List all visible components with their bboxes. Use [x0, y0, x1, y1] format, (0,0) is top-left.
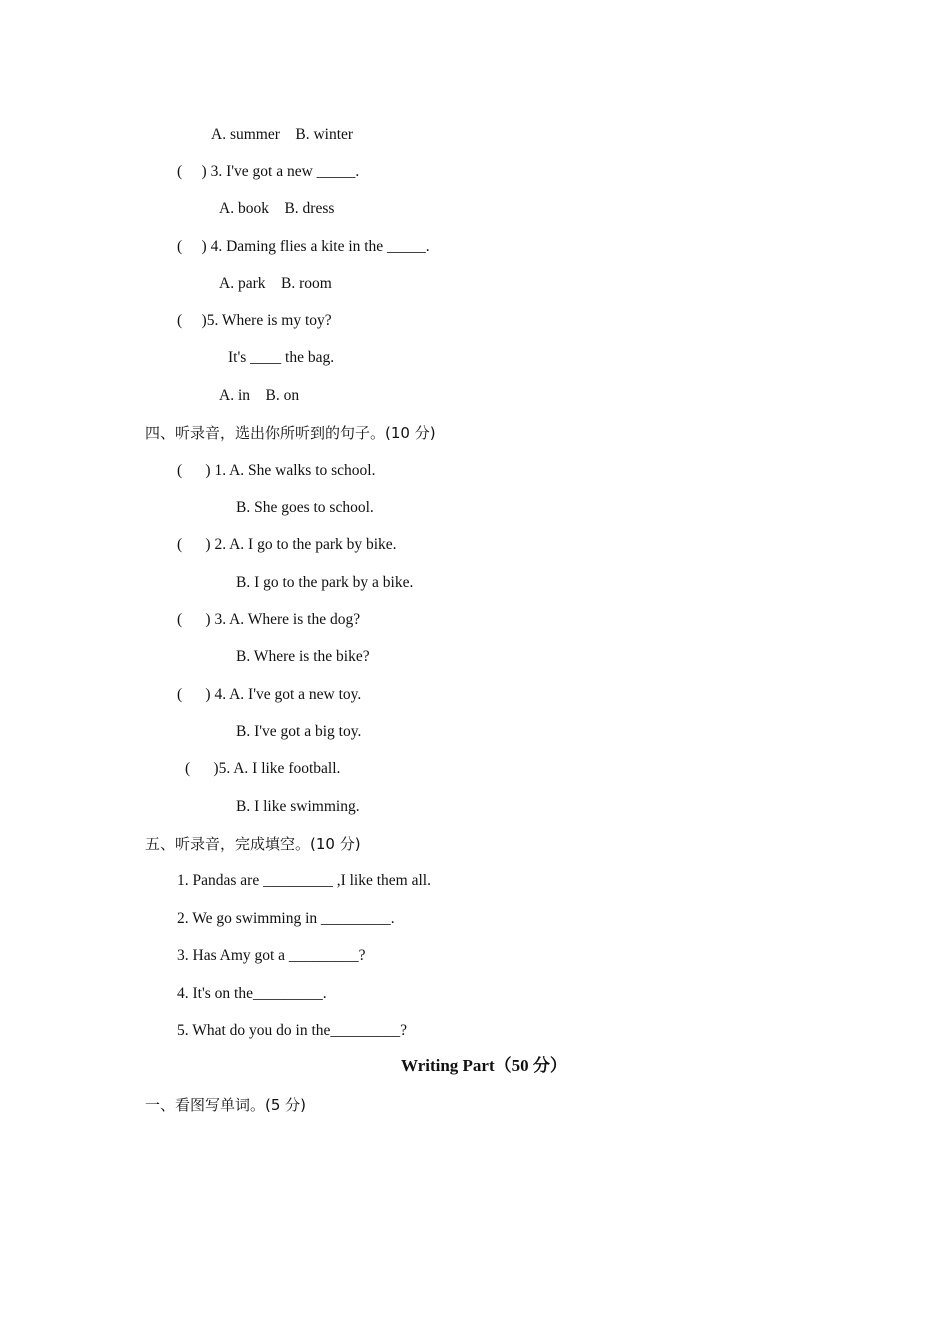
section4-item4-a: ( ) 4. A. I've got a new toy.: [177, 686, 362, 703]
q3-options: A. book B. dress: [219, 200, 335, 217]
q5-options: A. in B. on: [219, 387, 300, 404]
section5-item1: 1. Pandas are _________ ,I like them all.: [177, 872, 431, 889]
q4-question: ( ) 4. Daming flies a kite in the _____.: [177, 238, 430, 255]
q3-question: ( ) 3. I've got a new _____.: [177, 163, 360, 180]
section5-item2: 2. We go swimming in _________.: [177, 910, 395, 927]
section4-item3-a: ( ) 3. A. Where is the dog?: [177, 611, 361, 628]
section4-item3-b: B. Where is the bike?: [236, 648, 370, 665]
section4-item2-a: ( ) 2. A. I go to the park by bike.: [177, 536, 397, 553]
section4-item5-a: ( )5. A. I like football.: [185, 760, 341, 777]
section4-item1-a: ( ) 1. A. She walks to school.: [177, 462, 376, 479]
section5-item5: 5. What do you do in the_________?: [177, 1022, 408, 1039]
section5-item3: 3. Has Amy got a _________?: [177, 947, 366, 964]
q4-options: A. park B. room: [219, 275, 332, 292]
section4-item4-b: B. I've got a big toy.: [236, 723, 362, 740]
writing-part-title: Writing Part（50 分）: [401, 1056, 567, 1075]
q5-sentence: It's ____ the bag.: [228, 349, 335, 366]
section4-item2-b: B. I go to the park by a bike.: [236, 574, 414, 591]
section4-item1-b: B. She goes to school.: [236, 499, 374, 516]
section4-heading: 四、听录音，选出你所听到的句子。(10 分): [145, 424, 436, 442]
writing-section1-heading: 一、看图写单词。(5 分): [145, 1096, 307, 1114]
section5-item4: 4. It's on the_________.: [177, 985, 327, 1002]
q2-options: A. summer B. winter: [211, 126, 354, 143]
q5-question: ( )5. Where is my toy?: [177, 312, 332, 329]
section4-item5-b: B. I like swimming.: [236, 798, 360, 815]
section5-heading: 五、听录音，完成填空。(10 分): [145, 835, 361, 853]
